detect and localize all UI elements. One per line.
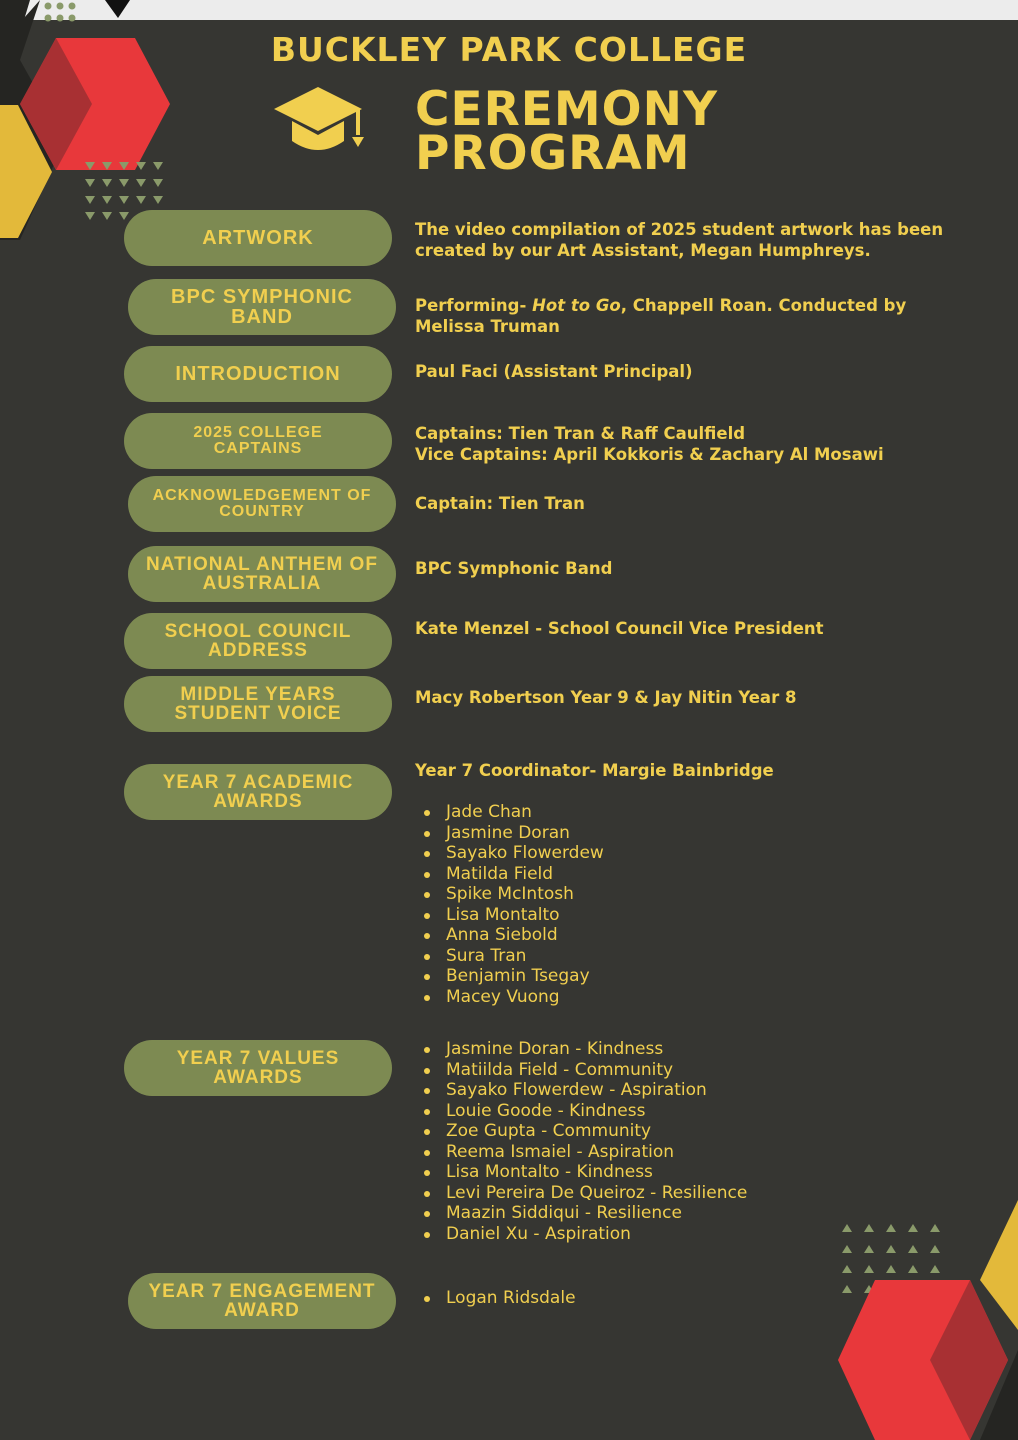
list-item: Logan Ridsdale	[422, 1288, 576, 1309]
program-label-acknowledgement: ACKNOWLEDGEMENT OF COUNTRY	[128, 476, 396, 532]
list-item: Anna Siebold	[422, 925, 604, 946]
program-text-introduction: Paul Faci (Assistant Principal)	[415, 362, 693, 381]
program-label-engagement-award: YEAR 7 ENGAGEMENT AWARD	[128, 1273, 396, 1329]
program-text-acknowledgement: Captain: Tien Tran	[415, 494, 585, 513]
list-item: Matiilda Field - Community	[422, 1060, 747, 1081]
list-item: Jasmine Doran - Kindness	[422, 1039, 747, 1060]
title-line-1: CEREMONY	[415, 82, 718, 137]
program-text-symphonic-band: Performing- Hot to Go, Chappell Roan. Conducted by Melissa Truman	[415, 296, 907, 336]
program-text-national-anthem: BPC Symphonic Band	[415, 559, 613, 578]
list-item: Zoe Gupta - Community	[422, 1121, 747, 1142]
program-label-college-captains: 2025 COLLEGE CAPTAINS	[124, 413, 392, 469]
values-awards-list	[422, 1039, 747, 1244]
list-item: Macey Vuong	[422, 987, 604, 1008]
program-text-school-council: Kate Menzel - School Council Vice President	[415, 619, 824, 638]
school-name: BUCKLEY PARK COLLEGE	[270, 30, 748, 69]
program-label-values-awards: YEAR 7 VALUES AWARDS	[124, 1040, 392, 1096]
list-item: Maazin Siddiqui - Resilience	[422, 1203, 747, 1224]
graduation-cap-icon	[272, 85, 364, 161]
program-label-artwork: ARTWORK	[124, 210, 392, 266]
program-text-student-voice: Macy Robertson Year 9 & Jay Nitin Year 8	[415, 688, 797, 707]
academic-awards-list	[422, 802, 604, 1007]
title-line-2: PROGRAM	[415, 126, 691, 181]
program-label-symphonic-band: BPC SYMPHONIC BAND	[128, 279, 396, 335]
program-label-introduction: INTRODUCTION	[124, 346, 392, 402]
list-item: Levi Pereira De Queiroz - Resilience	[422, 1183, 747, 1204]
program-label-academic-awards: YEAR 7 ACADEMIC AWARDS	[124, 764, 392, 820]
program-label-student-voice: MIDDLE YEARS STUDENT VOICE	[124, 676, 392, 732]
list-item: Sayako Flowerdew	[422, 843, 604, 864]
list-item: Jasmine Doran	[422, 823, 604, 844]
engagement-award-list	[422, 1288, 576, 1309]
list-item: Daniel Xu - Aspiration	[422, 1224, 747, 1245]
list-item: Sura Tran	[422, 946, 604, 967]
list-item: Jade Chan	[422, 802, 604, 823]
page-title	[415, 82, 835, 181]
list-item: Sayako Flowerdew - Aspiration	[422, 1080, 747, 1101]
program-text-academic-awards: Year 7 Coordinator- Margie Bainbridge	[415, 761, 774, 780]
list-item: Matilda Field	[422, 864, 604, 885]
list-item: Louie Goode - Kindness	[422, 1101, 747, 1122]
list-item: Benjamin Tsegay	[422, 966, 604, 987]
program-text-artwork: The video compilation of 2025 student artwork has been created by our Art Assistant, Megan Humphreys.	[415, 220, 944, 260]
list-item: Spike McIntosh	[422, 884, 604, 905]
list-item: Lisa Montalto - Kindness	[422, 1162, 747, 1183]
program-text-college-captains: Captains: Tien Tran & Raff Caulfield Vice Captains: April Kokkoris & Zachary Al Mosawi	[415, 424, 884, 464]
program-label-national-anthem: NATIONAL ANTHEM OF AUSTRALIA	[128, 546, 396, 602]
list-item: Reema Ismaiel - Aspiration	[422, 1142, 747, 1163]
list-item: Lisa Montalto	[422, 905, 604, 926]
program-label-school-council: SCHOOL COUNCIL ADDRESS	[124, 613, 392, 669]
bottom-right-decoration	[830, 1200, 1018, 1440]
